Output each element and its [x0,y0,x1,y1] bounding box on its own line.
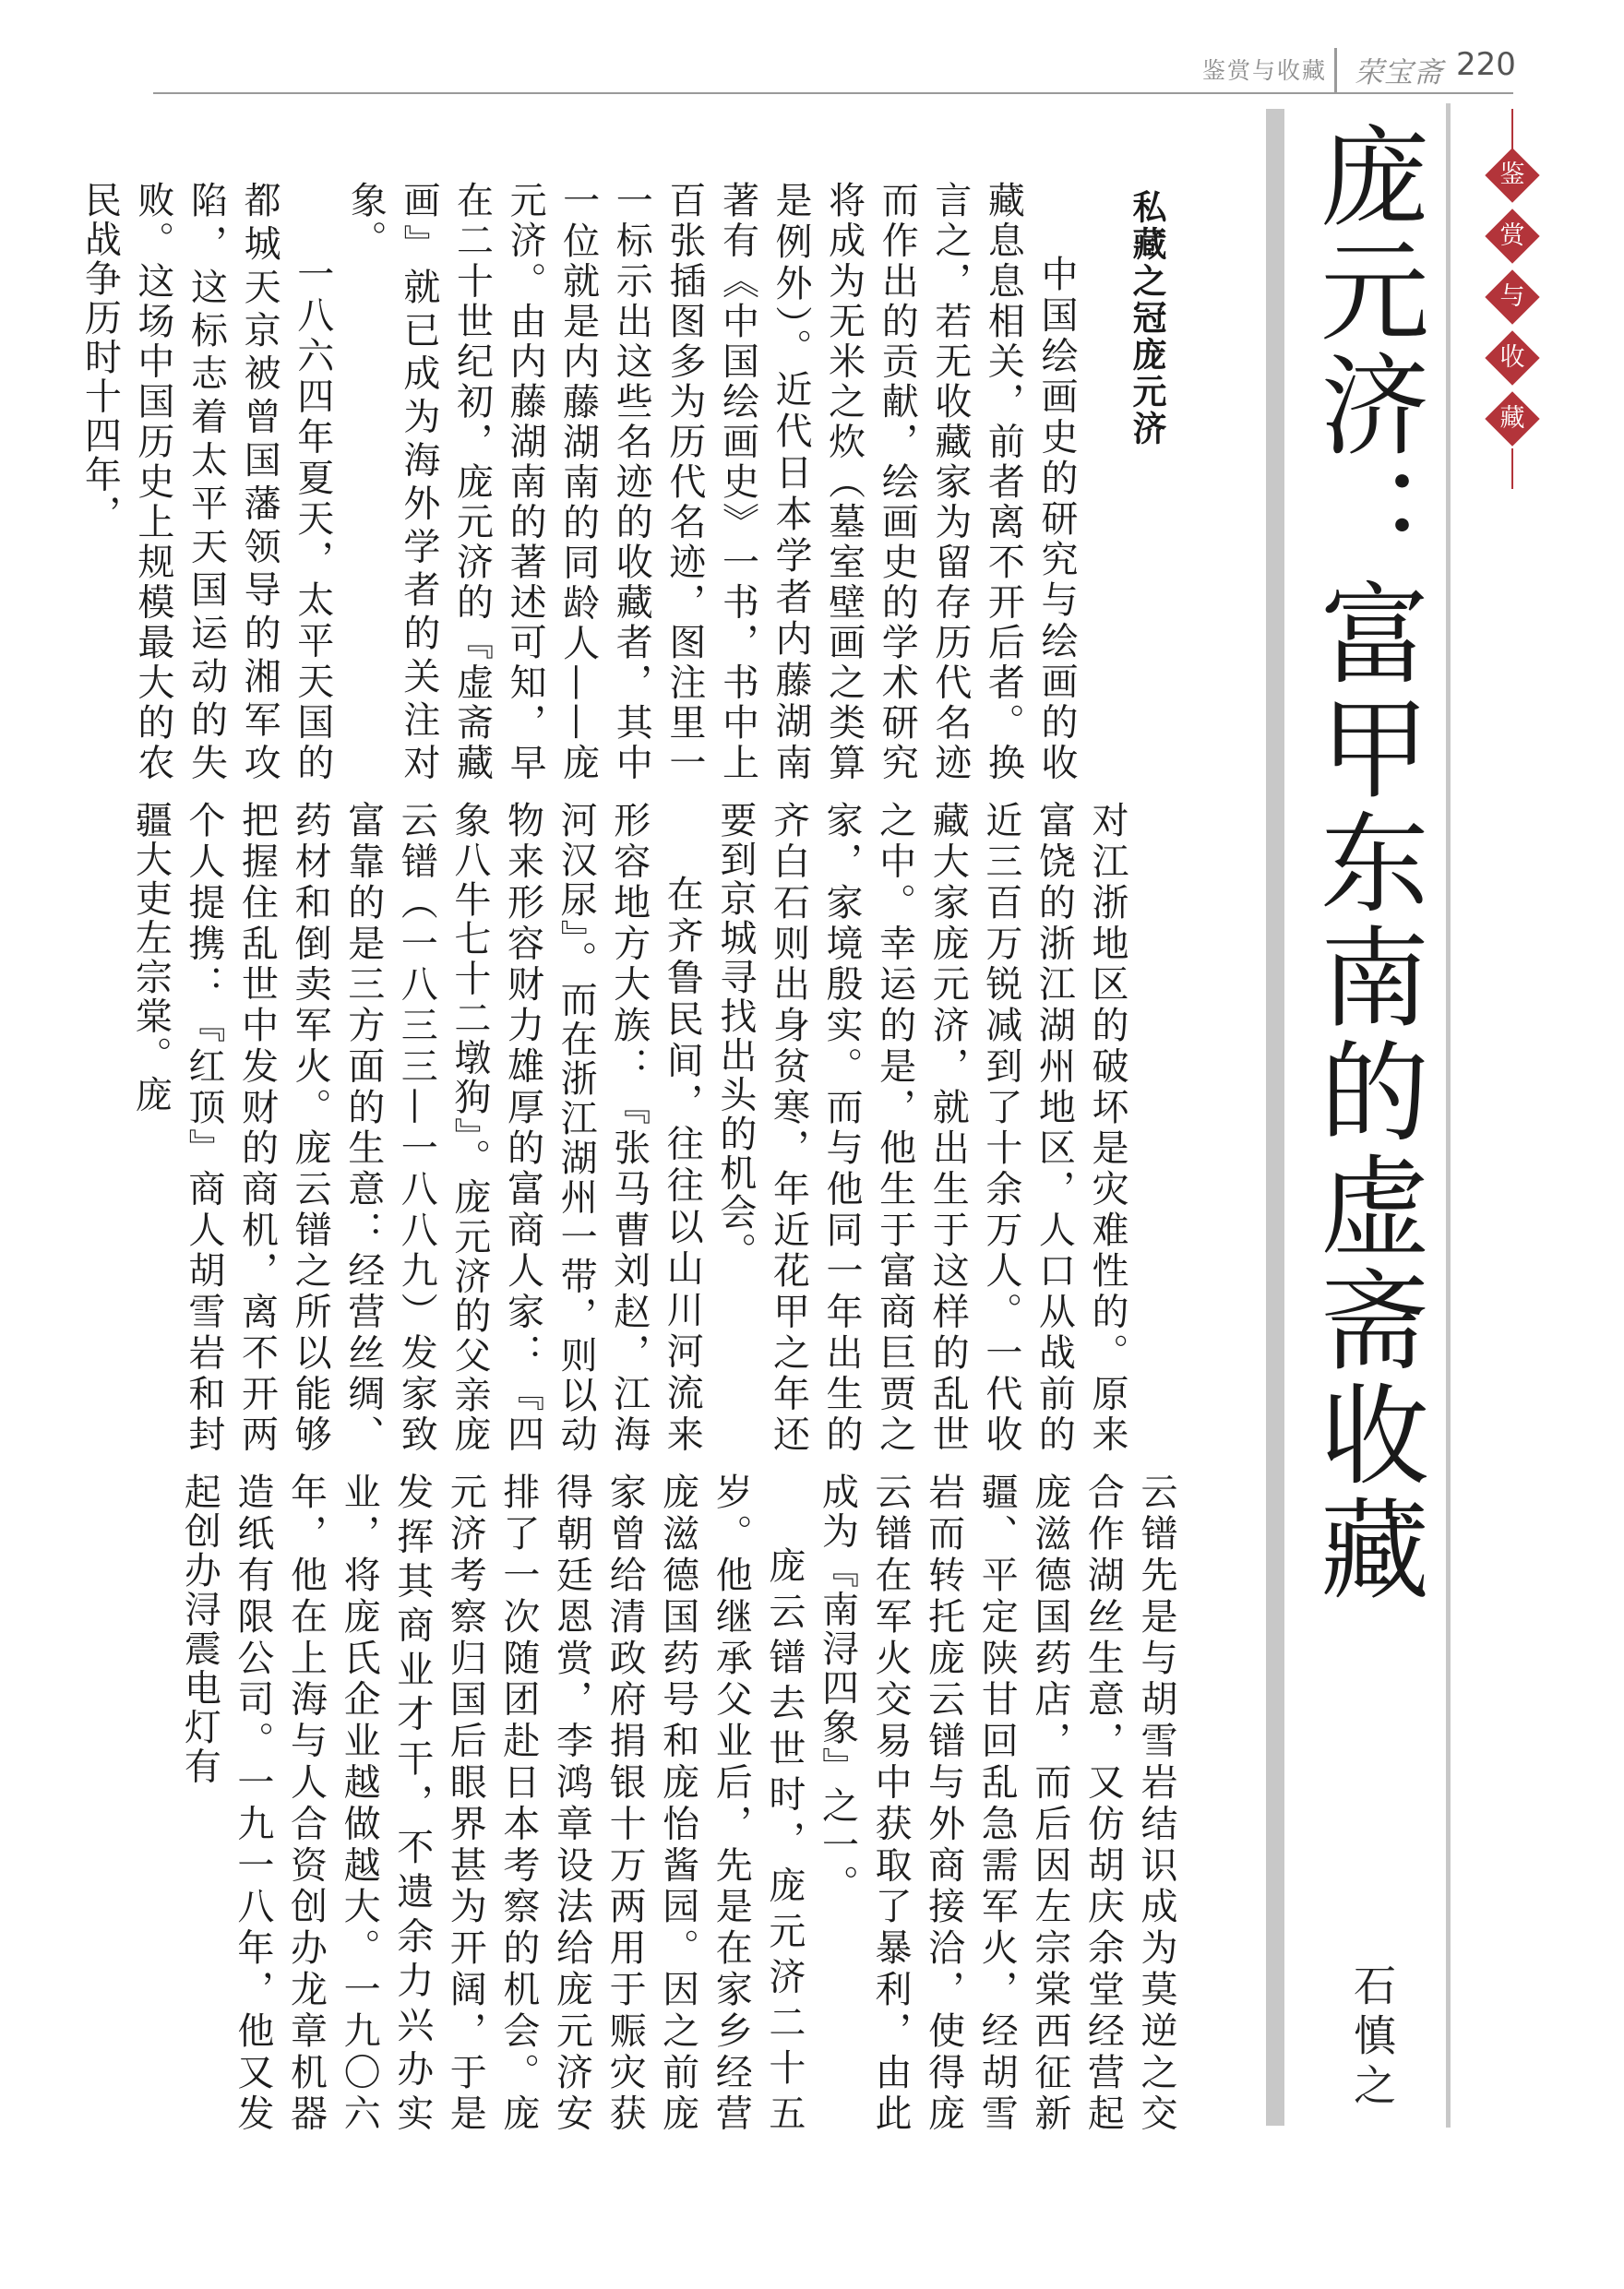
middle-text-block [129,801,1133,1454]
badge-char: 藏 [1499,404,1525,433]
article-author: 石慎之 [1347,1963,1397,2113]
paragraph: 庞云镨去世时，庞元济二十五岁。他继承父业后，先是在家乡经营庞滋德国药号和庞怡酱园。因之前庞家曾给清政府捐银十万两用于赈灾获得朝廷恩赏，李鸿章设法给庞元济安排了一次随团赴日本考察的机会。庞元济考察归国后眼界甚为开阔，于是发挥其商业才干，不遗余力兴办实业，将庞氏企业越做越大。一九〇六年，他在上海与人合资创办龙章机器造纸有限公司。一九一八年，他又发起创办浔震电灯有 [178,1472,806,2133]
paragraph: 对江浙地区的破坏是灾难性的。原来富饶的浙江湖州地区，人口从战前的近三百万锐减到了十余万人。一代收藏大家庞元济，就出生于这样的乱世之中。幸运的是，他生于富商巨贾之家，家境殷实。而与他同一年出生的齐白石则出身贫寒，年近花甲之年还要到京城寻找出头的机会。 [713,801,1128,1454]
title-shadow-bar [1266,109,1284,2126]
paragraph: 在齐鲁民间，往往以山川河流来形容地方大族：『张马曹刘赵，江海河汉尿』。而在浙江湖州一带，则以动物来形容财力雄厚的富商人家：『四象八牛七十二墩狗』。庞元济的父亲庞云镨（一八三三—一八八九）发家致富靠的是三方面的生意：经营丝绸、药材和倒卖军火。庞云镨之所以能够把握住乱世中发财的商机，离不开两个人提携：『红顶』商人胡雪岩和封疆大吏左宗棠。庞 [129,801,704,1454]
header-rule [153,92,1513,94]
article-title: 庞元济：富甲东南的虚斋收藏 [1302,120,1429,1607]
header-divider [1334,48,1337,92]
badge-diamond [1485,269,1540,325]
badge-char: 赏 [1499,221,1525,250]
badge-diamond [1485,209,1540,264]
paragraph: 云镨先是与胡雪岩结识成为莫逆之交合作湖丝生意，又仿胡庆余堂经营起庞滋德国药店，而后因左宗棠西征新疆、平定陕甘回乱急需军火，经胡雪岩而转托庞云镨与外商接洽，使得庞云镨在军火交易中获取了暴利，由此成为『南浔四象』之一。 [816,1472,1177,2133]
badge-diamond [1485,330,1540,386]
page-number: 220 [1456,46,1516,83]
badge-line-bottom [1511,448,1513,489]
badge-char: 与 [1499,282,1525,311]
paragraph: 一八六四年夏天，太平天国的都城天京被曾国藩领导的湘军攻陷，这标志着太平天国运动的失败。这场中国历史上规模最大的农民战争历时十四年， [78,181,334,782]
badge-char: 收 [1499,343,1525,372]
lower-text-block [150,1472,1182,2133]
running-header-magazine: 荣宝斋 [1355,56,1443,89]
paragraph: 中国绘画史的研究与绘画的收藏息息相关，前者离不开后者。换言之，若无收藏家为留存历代名迹而作出的贡献，绘画史的学术研究将成为无米之炊（墓室壁画之类算是例外）。近代日本学者内藤湖南著有《中国绘画史》一书，书中上百张插图多为历代名迹，图注里一一标示出这些名迹的收藏者，其中一位就是内藤湖南的同龄人——庞元济。由内藤湖南的著述可知，早在二十世纪初，庞元济的『虚斋藏画』就已成为海外学者的关注对象。 [344,181,1078,782]
upper-text-block [78,181,1082,782]
badge-line-top [1511,109,1513,153]
running-header-section: 鉴赏与收藏 [1201,57,1327,84]
badge-diamond [1485,391,1540,447]
badge-char: 鉴 [1499,161,1525,189]
badge-diamond [1485,148,1540,203]
section-subheading: 私藏之冠庞元济 [1127,189,1166,447]
